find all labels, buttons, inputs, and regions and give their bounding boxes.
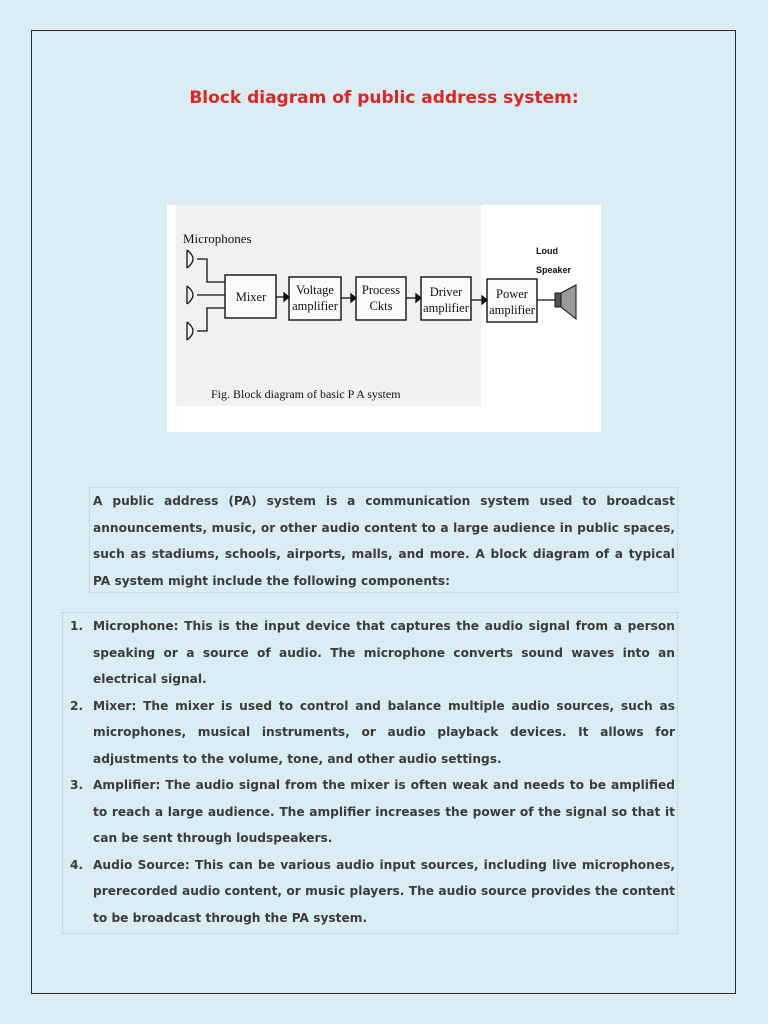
figure-caption: Fig. Block diagram of basic P A system <box>211 387 401 401</box>
list-text: Amplifier: The audio signal from the mixer is often weak and needs to be amplified to reach a large audience. The amplifier increases the power of the signal so that it can be sent through loudspeakers. <box>93 778 675 845</box>
block-label: Driver <box>429 285 463 299</box>
list-item <box>63 693 677 773</box>
loudspeaker-icon <box>555 285 576 319</box>
list-item <box>63 852 677 932</box>
list-number: 1. <box>70 619 84 633</box>
components-list <box>62 612 678 934</box>
loud-speaker-label: Speaker <box>536 265 572 275</box>
list-item <box>63 613 677 693</box>
block-label: Power <box>496 287 528 301</box>
block-label: Process <box>361 283 401 297</box>
list-text: Microphone: This is the input device that captures the audio signal from a person speaking or a source of audio. The microphone converts sound waves into an electrical signal. <box>93 619 675 686</box>
list-text: Mixer: The mixer is used to control and balance multiple audio sources, such as microphones, musical instruments, or audio playback devices. It allows for adjustments to the volume, tone, and other audio settings. <box>93 698 675 766</box>
list-item <box>63 772 677 852</box>
block-label: Voltage <box>296 283 334 297</box>
block-label: Mixer <box>235 290 267 304</box>
list-number: 2. <box>70 698 84 713</box>
list-text: Audio Source: This can be various audio input sources, including live microphones, prerecorded audio content, or music players. The audio source provides the content to be broadcast through the PA system. <box>93 857 675 925</box>
block-label: Ckts <box>369 299 393 313</box>
page-title: Block diagram of public address system: <box>189 88 579 108</box>
block-label: amplifier <box>423 301 469 315</box>
block-label: amplifier <box>292 299 338 313</box>
block-diagram-figure <box>167 205 601 432</box>
microphones-label: Microphones <box>183 231 252 246</box>
list-number: 4. <box>70 857 84 872</box>
intro-paragraph: A public address (PA) system is a communication system used to broadcast announcements, music, or other audio content to a large audience in public spaces, such as stadiums, schools, airports, malls, and more. A block diagram of a typical PA system might include the following components: <box>89 487 678 593</box>
block-label: amplifier <box>489 303 535 317</box>
block-diagram-svg <box>167 205 601 432</box>
loud-speaker-label: Loud <box>536 246 558 256</box>
list-number: 3. <box>70 778 84 792</box>
